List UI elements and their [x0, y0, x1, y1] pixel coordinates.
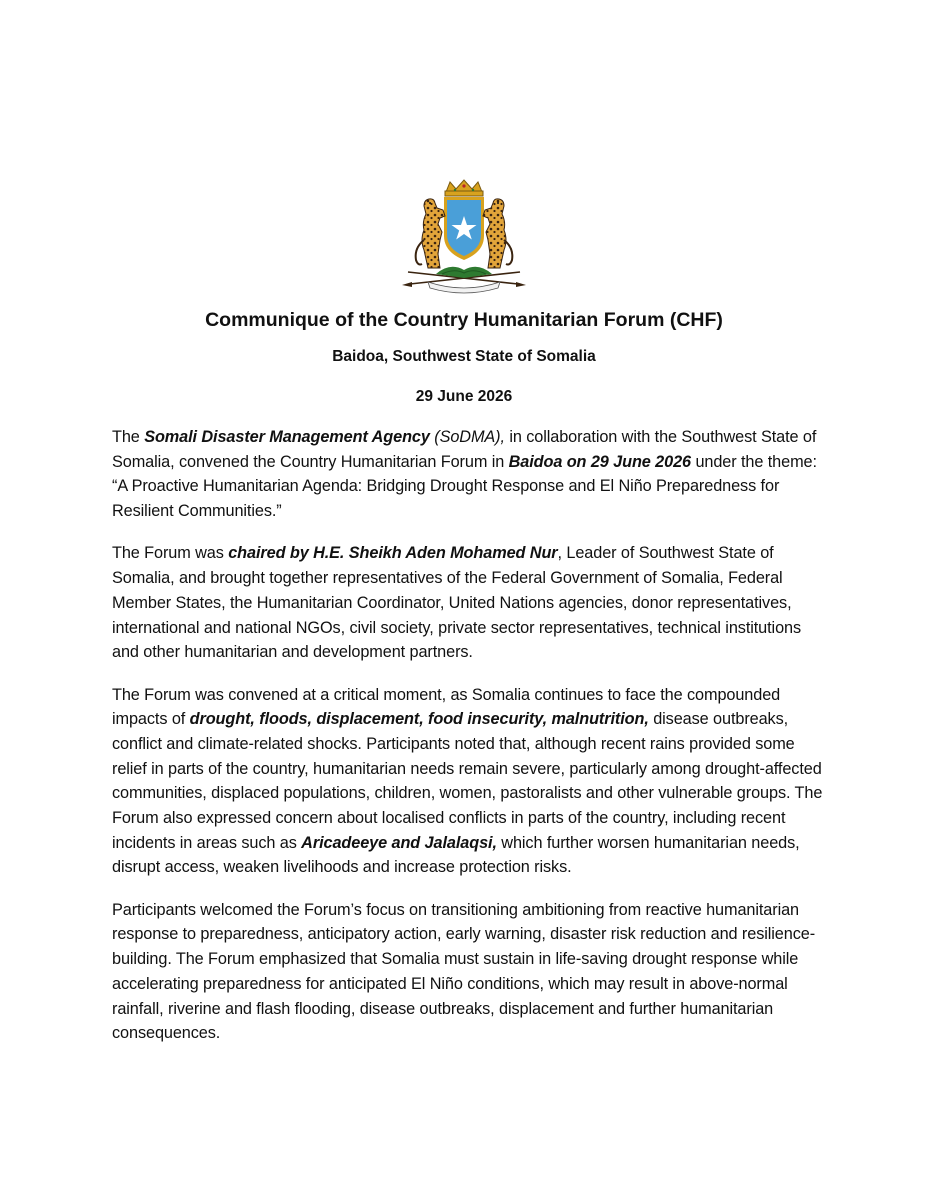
event-location-date: Baidoa on 29 June 2026: [508, 452, 692, 471]
text-run: Participants welcomed the Forum’s focus on transitioning ambitioning from reactive humanitarian response to preparedness, anticipatory action, early warning, disaster risk reduction and resilience-building. The Forum emphasized that Somalia must sustain in life-saving drought response while accelerating preparedness for anticipated El Niño conditions, which may result in above-normal rainfall, riverine and flash flooding, disease outbreaks, displacement and further humanitarian consequences.: [112, 900, 816, 1043]
text-run: , Leader of Southwest State of Somalia, and brought together representatives of the Federal Government of Somalia, Federal Member States, the Humanitarian Coordinator, United Nations agencies, donor representatives, international and national NGOs, civil society, private sector representatives, technical institutions and other humanitarian and development partners.: [112, 544, 802, 662]
crown-icon: [445, 180, 483, 196]
text-run: disease outbreaks, conflict and climate-related shocks. Participants noted that, although recent rains provided some relief in parts of the country, humanitarian needs remain severe, particularly among drought-affected communities, displaced populations, children, women, pastoralists and other vulnerable groups. The Forum also expressed concern about localised conflicts in parts of the country, including recent incidents in areas such as: [112, 710, 823, 852]
paragraph-3: [112, 683, 828, 881]
coat-of-arms-icon: [398, 178, 530, 296]
paragraph-4: [112, 898, 828, 1046]
conflict-areas: Aricadeeye and Jalalaqsi,: [301, 833, 497, 852]
text-run: which further worsen humanitarian needs, disrupt access, weaken livelihoods and increase protection risks.: [112, 833, 800, 877]
document-date: 29 June 2026: [415, 388, 513, 405]
crisis-list: drought, floods, displacement, food insecurity, malnutrition,: [189, 710, 649, 729]
agency-name: Somali Disaster Management Agency: [144, 428, 430, 446]
agency-acronym: (SoDMA),: [429, 428, 505, 446]
left-leopard-icon: [416, 199, 445, 268]
ribbon-icon: [428, 282, 500, 293]
text-run: The Forum was: [112, 544, 229, 563]
chair-name: chaired by H.E. Sheikh Aden Mohamed Nur: [228, 544, 558, 563]
paragraph-1: [112, 425, 828, 524]
document-body: [112, 425, 828, 1064]
shield-icon: [444, 197, 484, 260]
text-run: The Forum was convened at a critical moment, as Somalia continues to face the compounded impacts of: [112, 685, 781, 729]
text-run: The: [112, 428, 145, 446]
text-run: under the theme: “A Proactive Humanitarian Agenda: Bridging Drought Response and El Niño Preparedness for Resilient Communities.”: [112, 452, 817, 521]
document-location: Baidoa, Southwest State of Somalia: [332, 348, 596, 365]
paragraph-2: [112, 541, 828, 665]
document-title: Communique of the Country Humanitarian Forum (CHF): [205, 309, 723, 331]
right-leopard-icon: [483, 199, 512, 268]
text-run: in collaboration with the Southwest State of Somalia, convened the Country Humanitarian Forum in: [112, 428, 817, 471]
